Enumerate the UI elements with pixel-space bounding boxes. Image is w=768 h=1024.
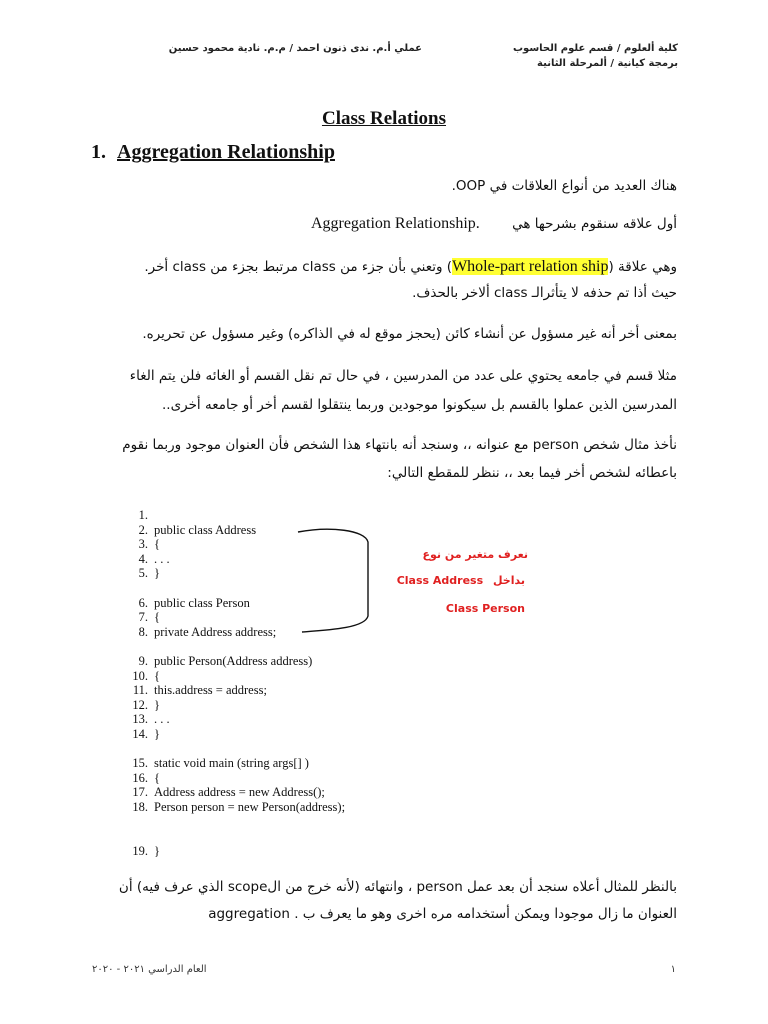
code-line-number: 16. [132,770,148,785]
code-line-text: } [154,566,160,581]
code-line-text: . . . [154,551,170,566]
code-line-text: public class Address [154,522,257,537]
code-line-text: private Address address; [154,624,277,639]
section-heading [91,141,335,164]
code-line [126,625,276,640]
paragraph-6-line-1: نأخذ مثال شخص person مع عنوانه ،، وسنجد أنه بانتهاء هذا الشخص فأن العنوان موجود وربما نقوم [122,437,677,453]
code-line [126,566,160,581]
code-line-number: 3. [138,537,148,552]
paragraph-3-suffix: ) وتعني بأن جزء من class مرتبط بجزء من class أخر. [144,259,453,275]
paragraph-5-line-2: المدرسين الذين عملوا بالقسم بل سيكونوا موجودين وربما ينتقلوا لقسم أخر أو جامعه أخرى.. [161,397,677,413]
highlighted-term: Whole-part relation ship [452,258,609,275]
paragraph-4: بمعنى أخر أنه غير مسؤول عن أنشاء كائن (يحجز موقع له في الذاكره) وغير مسؤول عن تحريره. [142,326,677,342]
code-line-text: this.address = address; [154,683,267,698]
code-line-text: static void main (string args[] ) [154,756,309,770]
code-line-text: } [154,697,160,712]
section-title: Aggregation Relationship [117,141,335,163]
code-line-number: 18. [132,799,148,814]
code-line [126,698,160,713]
paragraph-7-line-1: بالنظر للمثال أعلاه سنجد أن بعد عمل person ، وانتهائه (لأنه خرج من الscope الذي عرف فيه) أن [118,879,677,895]
code-line [126,727,160,742]
code-line-number: 9. [138,654,148,668]
code-line-number: 12. [132,697,148,712]
code-line-number: 4. [138,551,148,566]
paragraph-3-line-1 [144,258,677,276]
code-line [126,610,160,625]
code-line [126,523,256,538]
code-line-number: 8. [138,624,148,639]
code-line-text: public Person(Address address) [154,654,313,668]
code-line-text: } [154,727,160,741]
code-line-number: 17. [132,785,148,800]
paragraph-2-arabic: أول علاقه سنقوم بشرحها هي [512,216,677,232]
code-line-text: { [154,610,160,625]
section-number: 1. [91,141,106,163]
paragraph-5-line-1: مثلا قسم في جامعه يحتوي على عدد من المدرسين ، في حال تم نقل القسم أو الغائه فلن يتم الغاء [129,368,677,384]
code-line-text: Person person = new Person(address); [154,799,346,814]
paragraph-7-line-2: العنوان ما زال موجودا ويمكن أستخدامه مره اخرى وهو ما يعرف ب . aggregation [208,906,677,922]
paragraph-6-line-2: باعطائه لشخص أخر فيما بعد ،، ننظر للمقطع التالي: [387,465,677,481]
code-line-number: 2. [138,522,148,537]
code-line-text: Address address = new Address(); [154,785,325,800]
paragraph-2 [311,215,677,233]
footer-page-number: ١ [670,964,676,975]
paragraph-3-line-2: حيث أذا تم حذفه لا يتأثرالـ class ألاخر بالحذف. [412,285,677,301]
code-line [126,552,170,567]
code-line-number: 15. [132,756,148,770]
code-line-number: 10. [132,668,148,683]
code-line-text: } [154,844,160,858]
footer-academic-year: العام الدراسي ٢٠٢١ - ٢٠٢٠ [92,964,207,975]
code-line-number: 1. [138,508,148,522]
header-department: كلية ألعلوم / قسم علوم الحاسوب [513,43,678,54]
code-line [126,654,312,669]
code-line-text: { [154,537,160,552]
paragraph-3-prefix: وهي علاقة ( [608,259,677,275]
paragraph-2-term: Aggregation Relationship. [310,215,480,232]
annotation-line-2 [397,574,525,587]
page-title: Class Relations [321,108,447,129]
header-instructors: عملي أ.م. ندى ذنون احمد / م.م. نادية محمود حسين [168,43,422,54]
header-course: برمجة كيانية / ألمرحلة الثانية [537,58,678,69]
code-line [126,785,325,800]
paragraph-1: هناك العديد من أنواع العلاقات في OOP. [451,178,677,194]
code-line-number: 19. [132,844,148,858]
page-title-wrap [0,108,768,130]
code-line-number: 14. [132,727,148,741]
code-line-text: { [154,668,160,683]
code-line-number: 11. [132,683,148,698]
code-line-text: . . . [154,712,170,727]
code-line [126,669,160,684]
code-line-number: 7. [138,610,148,625]
annotation-class-person: Class Person [445,602,525,615]
bracket-connector [290,520,380,640]
code-line-number: 6. [138,595,148,610]
code-line [126,683,267,698]
code-line [126,756,309,771]
code-line [126,800,345,815]
code-line-number: 13. [132,712,148,727]
code-line [126,771,160,786]
code-line [126,508,154,523]
code-line [126,537,160,552]
code-line-number: 5. [138,566,148,581]
code-line [126,844,160,859]
annotation-line-1: نعرف متغير من نوع [422,548,528,561]
code-line-text: public class Person [154,595,250,610]
code-line-text: { [154,770,160,785]
code-line [126,712,170,727]
code-line [126,596,250,611]
annotation-inside: بداخل [492,574,525,587]
annotation-class-address: Class Address [396,574,484,587]
